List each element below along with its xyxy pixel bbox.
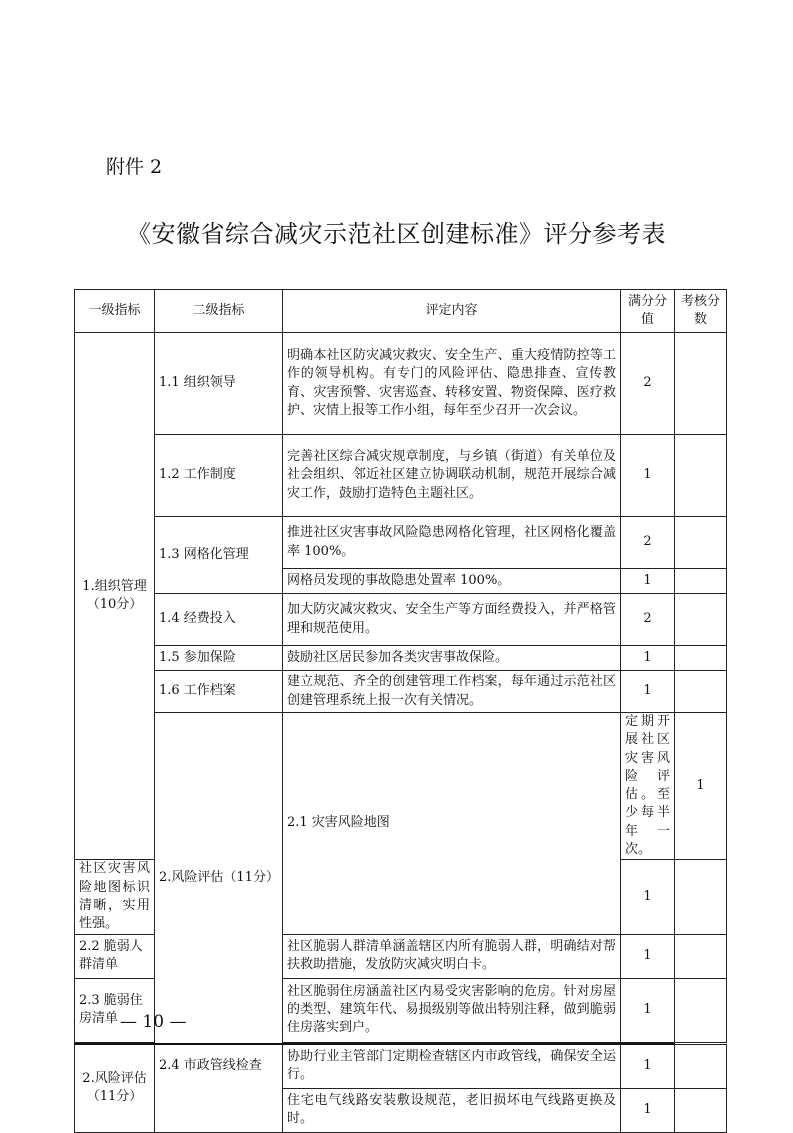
table-row [75,517,727,569]
level1-cell: 2.风险评估（11分） [155,713,283,1045]
level2-cell: 2.1 灾害风险地图 [283,713,621,935]
score-table [74,289,727,1133]
table-row [75,646,727,671]
level2-cell: 1.4 经费投入 [155,594,283,646]
table-row [75,333,727,435]
assessed-score-input[interactable] [675,1088,727,1132]
table-row [75,1044,727,1088]
level2-cell: 2.4 市政管线检查 [155,1044,283,1132]
content-cell: 建立规范、齐全的创建管理工作档案，每年通过示范社区创建管理系统上报一次有关情况。 [283,671,621,713]
level2-cell: 1.6 工作档案 [155,671,283,713]
table-row [75,435,727,517]
max-score-cell: 2 [621,333,675,435]
max-score-cell: 1 [675,713,727,860]
header-max-score-text: 满分分值 [627,293,667,327]
content-cell: 明确本社区防灾减灾救灾、安全生产、重大疫情防控等工作的领导机构。有专门的风险评估、隐患排查、宣传教育、灾害预警、灾害巡查、转移安置、物资保障、医疗救护、灾情上报等工作小组，每年至少召开一次会议。 [283,333,621,435]
content-cell: 社区脆弱住房涵盖社区内易受灾害影响的危房。针对房屋的类型、建筑年代、易损级别等做出特别注释，做到脆弱住房落实到户。 [283,978,621,1042]
level2-cell: 1.5 参加保险 [155,646,283,671]
content-cell: 完善社区综合减灾规章制度，与乡镇（街道）有关单位及社会组织、邻近社区建立协调联动机制，规范开展综合减灾工作，鼓励打造特色主题社区。 [283,435,621,517]
max-score-cell: 2 [621,594,675,646]
table-row [75,594,727,646]
max-score-cell: 1 [621,1044,675,1088]
table-row [75,713,727,860]
assessed-score-input[interactable] [675,333,727,435]
header-max-score [621,290,675,333]
level2-cell: 1.3 网格化管理 [155,517,283,594]
page-number: — 10 — [120,1012,187,1032]
assessed-score-input[interactable] [675,934,727,978]
max-score-cell: 1 [621,1088,675,1132]
max-score-cell: 1 [621,978,675,1042]
content-cell: 加大防灾减灾救灾、安全生产等方面经费投入，并严格管理和规范使用。 [283,594,621,646]
assessed-score-input[interactable] [675,569,727,594]
assessed-score-input[interactable] [675,594,727,646]
content-cell: 鼓励社区居民参加各类灾害事故保险。 [283,646,621,671]
header-level1: 一级指标 [75,290,155,333]
header-content: 评定内容 [283,290,621,333]
max-score-cell: 1 [621,671,675,713]
document-title: 《安徽省综合减灾示范社区创建标准》评分参考表 [127,220,666,248]
max-score-cell: 1 [621,934,675,978]
content-cell: 住宅电气线路安装敷设规范，老旧损坏电气线路更换及时。 [283,1088,621,1132]
max-score-cell: 2 [621,517,675,569]
level2-cell: 1.1 组织领导 [155,333,283,435]
assessed-score-input[interactable] [675,646,727,671]
header-row [75,290,727,333]
max-score-cell: 1 [621,860,675,934]
content-cell: 推进社区灾害事故风险隐患网格化管理，社区网格化覆盖率 100%。 [283,517,621,569]
attachment-label: 附件 2 [106,156,163,178]
table-row [75,671,727,713]
level2-cell: 1.2 工作制度 [155,435,283,517]
content-cell: 社区灾害风险地图标识清晰，实用性强。 [75,860,155,934]
level2-cell: 2.2 脆弱人群清单 [75,934,155,978]
max-score-cell: 1 [621,435,675,517]
assessed-score-input[interactable] [675,1044,727,1088]
assessed-score-input[interactable] [675,517,727,569]
content-cell: 网格员发现的事故隐患处置率 100%。 [283,569,621,594]
header-assessed-score-text: 考核分数 [680,293,720,327]
header-assessed-score [675,290,727,333]
max-score-cell: 1 [621,569,675,594]
level2-cell: 2.3 脆弱住房清单 [75,978,155,1042]
max-score-cell: 1 [621,646,675,671]
assessed-score-input[interactable] [675,978,727,1042]
assessed-score-input[interactable] [675,435,727,517]
header-level2: 二级指标 [155,290,283,333]
assessed-score-input[interactable] [675,860,727,934]
level1-cell: 1.组织管理（10分） [75,333,155,860]
level1-cell: 2.风险评估（11分） [75,1044,155,1132]
content-cell: 协助行业主管部门定期检查辖区内市政管线，确保安全运行。 [283,1044,621,1088]
content-cell: 定期开展社区灾害风险评估。至少每半年一次。 [621,713,675,860]
assessed-score-input[interactable] [675,671,727,713]
content-cell: 社区脆弱人群清单涵盖辖区内所有脆弱人群，明确结对帮扶救助措施，发放防灾减灾明白卡。 [283,934,621,978]
